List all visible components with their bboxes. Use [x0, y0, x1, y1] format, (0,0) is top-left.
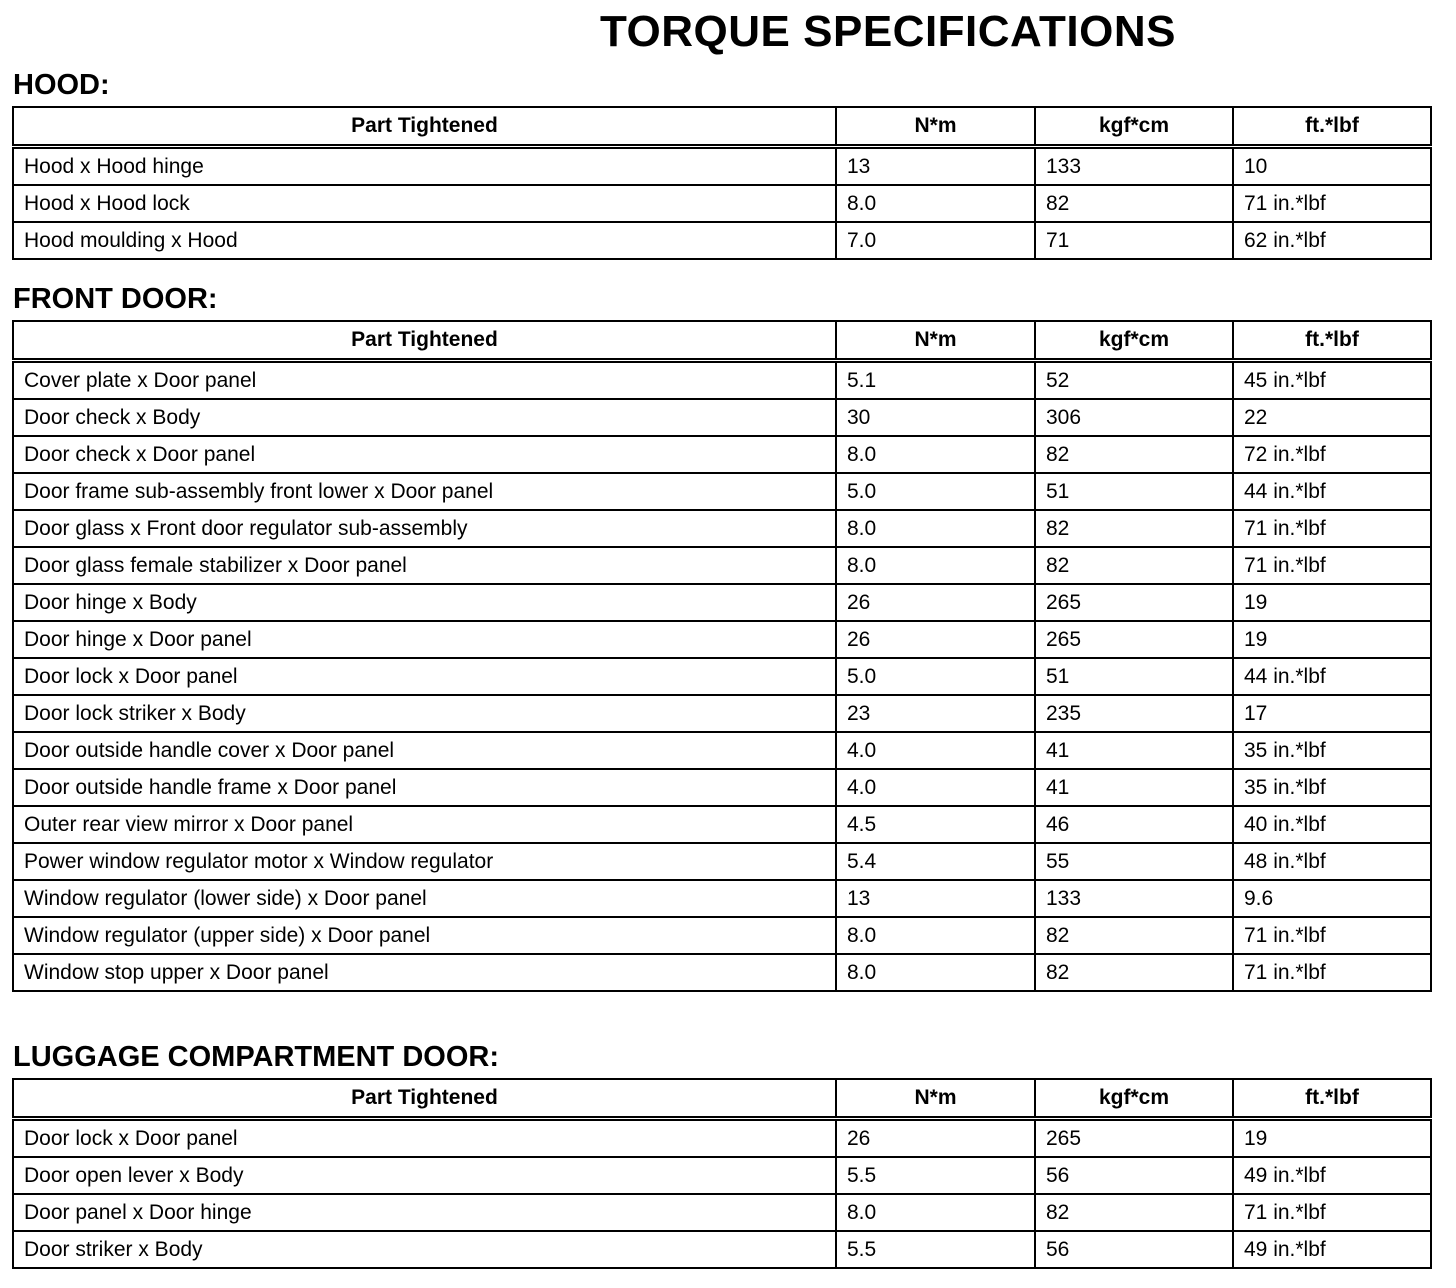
nm-cell: 8.0 — [836, 436, 1035, 473]
kgf-cell: 56 — [1035, 1231, 1233, 1268]
kgf-cell: 56 — [1035, 1157, 1233, 1194]
nm-cell: 26 — [836, 584, 1035, 621]
table-row — [13, 584, 1431, 621]
kgf-cell: 82 — [1035, 954, 1233, 991]
column-header-nm: N*m — [836, 1079, 1035, 1118]
table-header-row — [13, 1079, 1431, 1118]
ft-cell: 71 in.*lbf — [1233, 185, 1431, 222]
nm-cell: 8.0 — [836, 1194, 1035, 1231]
column-header-nm: N*m — [836, 107, 1035, 146]
table-row — [13, 621, 1431, 658]
ft-cell: 71 in.*lbf — [1233, 547, 1431, 584]
page-title: TORQUE SPECIFICATIONS — [599, 7, 1177, 56]
part-cell: Door hinge x Body — [13, 584, 836, 621]
part-cell: Door check x Door panel — [13, 436, 836, 473]
column-header-ft: ft.*lbf — [1233, 1079, 1431, 1118]
table-row — [13, 658, 1431, 695]
ft-cell: 49 in.*lbf — [1233, 1231, 1431, 1268]
ft-cell: 45 in.*lbf — [1233, 360, 1431, 399]
section-title-hood: HOOD: — [13, 69, 110, 101]
kgf-cell: 46 — [1035, 806, 1233, 843]
part-cell: Door outside handle cover x Door panel — [13, 732, 836, 769]
nm-cell: 5.4 — [836, 843, 1035, 880]
table-row — [13, 510, 1431, 547]
part-cell: Door panel x Door hinge — [13, 1194, 836, 1231]
table-row — [13, 917, 1431, 954]
table-row — [13, 1157, 1431, 1194]
kgf-cell: 82 — [1035, 547, 1233, 584]
part-cell: Power window regulator motor x Window regulator — [13, 843, 836, 880]
part-cell: Door hinge x Door panel — [13, 621, 836, 658]
part-cell: Hood x Hood lock — [13, 185, 836, 222]
ft-cell: 72 in.*lbf — [1233, 436, 1431, 473]
part-cell: Window regulator (lower side) x Door panel — [13, 880, 836, 917]
kgf-cell: 265 — [1035, 621, 1233, 658]
nm-cell: 8.0 — [836, 917, 1035, 954]
table-row — [13, 547, 1431, 584]
part-cell: Door frame sub-assembly front lower x Door panel — [13, 473, 836, 510]
nm-cell: 5.1 — [836, 360, 1035, 399]
kgf-cell: 51 — [1035, 473, 1233, 510]
nm-cell: 30 — [836, 399, 1035, 436]
nm-cell: 7.0 — [836, 222, 1035, 259]
kgf-cell: 51 — [1035, 658, 1233, 695]
ft-cell: 17 — [1233, 695, 1431, 732]
part-cell: Hood moulding x Hood — [13, 222, 836, 259]
nm-cell: 4.0 — [836, 769, 1035, 806]
column-header-ft: ft.*lbf — [1233, 321, 1431, 360]
nm-cell: 8.0 — [836, 547, 1035, 584]
kgf-cell: 41 — [1035, 732, 1233, 769]
table-row — [13, 1231, 1431, 1268]
ft-cell: 9.6 — [1233, 880, 1431, 917]
nm-cell: 26 — [836, 1118, 1035, 1157]
ft-cell: 44 in.*lbf — [1233, 473, 1431, 510]
nm-cell: 4.0 — [836, 732, 1035, 769]
table-row — [13, 360, 1431, 399]
part-cell: Door striker x Body — [13, 1231, 836, 1268]
table-row — [13, 222, 1431, 259]
ft-cell: 19 — [1233, 1118, 1431, 1157]
kgf-cell: 82 — [1035, 510, 1233, 547]
table-row — [13, 954, 1431, 991]
ft-cell: 71 in.*lbf — [1233, 510, 1431, 547]
table-row — [13, 1194, 1431, 1231]
ft-cell: 44 in.*lbf — [1233, 658, 1431, 695]
ft-cell: 35 in.*lbf — [1233, 732, 1431, 769]
table-row — [13, 473, 1431, 510]
nm-cell: 8.0 — [836, 954, 1035, 991]
ft-cell: 49 in.*lbf — [1233, 1157, 1431, 1194]
nm-cell: 13 — [836, 146, 1035, 185]
table-header-row — [13, 107, 1431, 146]
table-row — [13, 695, 1431, 732]
kgf-cell: 82 — [1035, 917, 1233, 954]
ft-cell: 62 in.*lbf — [1233, 222, 1431, 259]
part-cell: Door check x Body — [13, 399, 836, 436]
kgf-cell: 82 — [1035, 1194, 1233, 1231]
part-cell: Outer rear view mirror x Door panel — [13, 806, 836, 843]
part-cell: Cover plate x Door panel — [13, 360, 836, 399]
table-row — [13, 843, 1431, 880]
nm-cell: 8.0 — [836, 510, 1035, 547]
part-cell: Door glass female stabilizer x Door panel — [13, 547, 836, 584]
part-cell: Window stop upper x Door panel — [13, 954, 836, 991]
column-header-part: Part Tightened — [13, 321, 836, 360]
kgf-cell: 55 — [1035, 843, 1233, 880]
front-door-torque-table — [12, 320, 1432, 992]
ft-cell: 22 — [1233, 399, 1431, 436]
table-row — [13, 880, 1431, 917]
column-header-kgf: kgf*cm — [1035, 1079, 1233, 1118]
column-header-part: Part Tightened — [13, 107, 836, 146]
table-header-row — [13, 321, 1431, 360]
luggage-door-torque-table — [12, 1078, 1432, 1269]
ft-cell: 40 in.*lbf — [1233, 806, 1431, 843]
ft-cell: 35 in.*lbf — [1233, 769, 1431, 806]
table-row — [13, 806, 1431, 843]
kgf-cell: 235 — [1035, 695, 1233, 732]
kgf-cell: 82 — [1035, 436, 1233, 473]
ft-cell: 48 in.*lbf — [1233, 843, 1431, 880]
kgf-cell: 52 — [1035, 360, 1233, 399]
column-header-ft: ft.*lbf — [1233, 107, 1431, 146]
ft-cell: 19 — [1233, 621, 1431, 658]
ft-cell: 71 in.*lbf — [1233, 1194, 1431, 1231]
nm-cell: 26 — [836, 621, 1035, 658]
nm-cell: 13 — [836, 880, 1035, 917]
nm-cell: 5.5 — [836, 1231, 1035, 1268]
ft-cell: 71 in.*lbf — [1233, 954, 1431, 991]
part-cell: Window regulator (upper side) x Door panel — [13, 917, 836, 954]
nm-cell: 23 — [836, 695, 1035, 732]
table-row — [13, 769, 1431, 806]
part-cell: Door glass x Front door regulator sub-assembly — [13, 510, 836, 547]
ft-cell: 71 in.*lbf — [1233, 917, 1431, 954]
ft-cell: 10 — [1233, 146, 1431, 185]
part-cell: Door lock x Door panel — [13, 1118, 836, 1157]
kgf-cell: 133 — [1035, 880, 1233, 917]
kgf-cell: 306 — [1035, 399, 1233, 436]
table-row — [13, 436, 1431, 473]
nm-cell: 5.0 — [836, 658, 1035, 695]
column-header-part: Part Tightened — [13, 1079, 836, 1118]
nm-cell: 5.5 — [836, 1157, 1035, 1194]
column-header-nm: N*m — [836, 321, 1035, 360]
table-row — [13, 732, 1431, 769]
kgf-cell: 133 — [1035, 146, 1233, 185]
column-header-kgf: kgf*cm — [1035, 321, 1233, 360]
column-header-kgf: kgf*cm — [1035, 107, 1233, 146]
hood-torque-table — [12, 106, 1432, 260]
part-cell: Hood x Hood hinge — [13, 146, 836, 185]
table-row — [13, 399, 1431, 436]
kgf-cell: 82 — [1035, 185, 1233, 222]
part-cell: Door open lever x Body — [13, 1157, 836, 1194]
kgf-cell: 265 — [1035, 1118, 1233, 1157]
nm-cell: 8.0 — [836, 185, 1035, 222]
section-title-luggage-compartment-door: LUGGAGE COMPARTMENT DOOR: — [13, 1041, 499, 1073]
kgf-cell: 265 — [1035, 584, 1233, 621]
part-cell: Door lock x Door panel — [13, 658, 836, 695]
table-row — [13, 1118, 1431, 1157]
section-title-front-door: FRONT DOOR: — [13, 283, 218, 315]
table-row — [13, 185, 1431, 222]
kgf-cell: 71 — [1035, 222, 1233, 259]
ft-cell: 19 — [1233, 584, 1431, 621]
table-row — [13, 146, 1431, 185]
kgf-cell: 41 — [1035, 769, 1233, 806]
nm-cell: 4.5 — [836, 806, 1035, 843]
nm-cell: 5.0 — [836, 473, 1035, 510]
part-cell: Door lock striker x Body — [13, 695, 836, 732]
part-cell: Door outside handle frame x Door panel — [13, 769, 836, 806]
